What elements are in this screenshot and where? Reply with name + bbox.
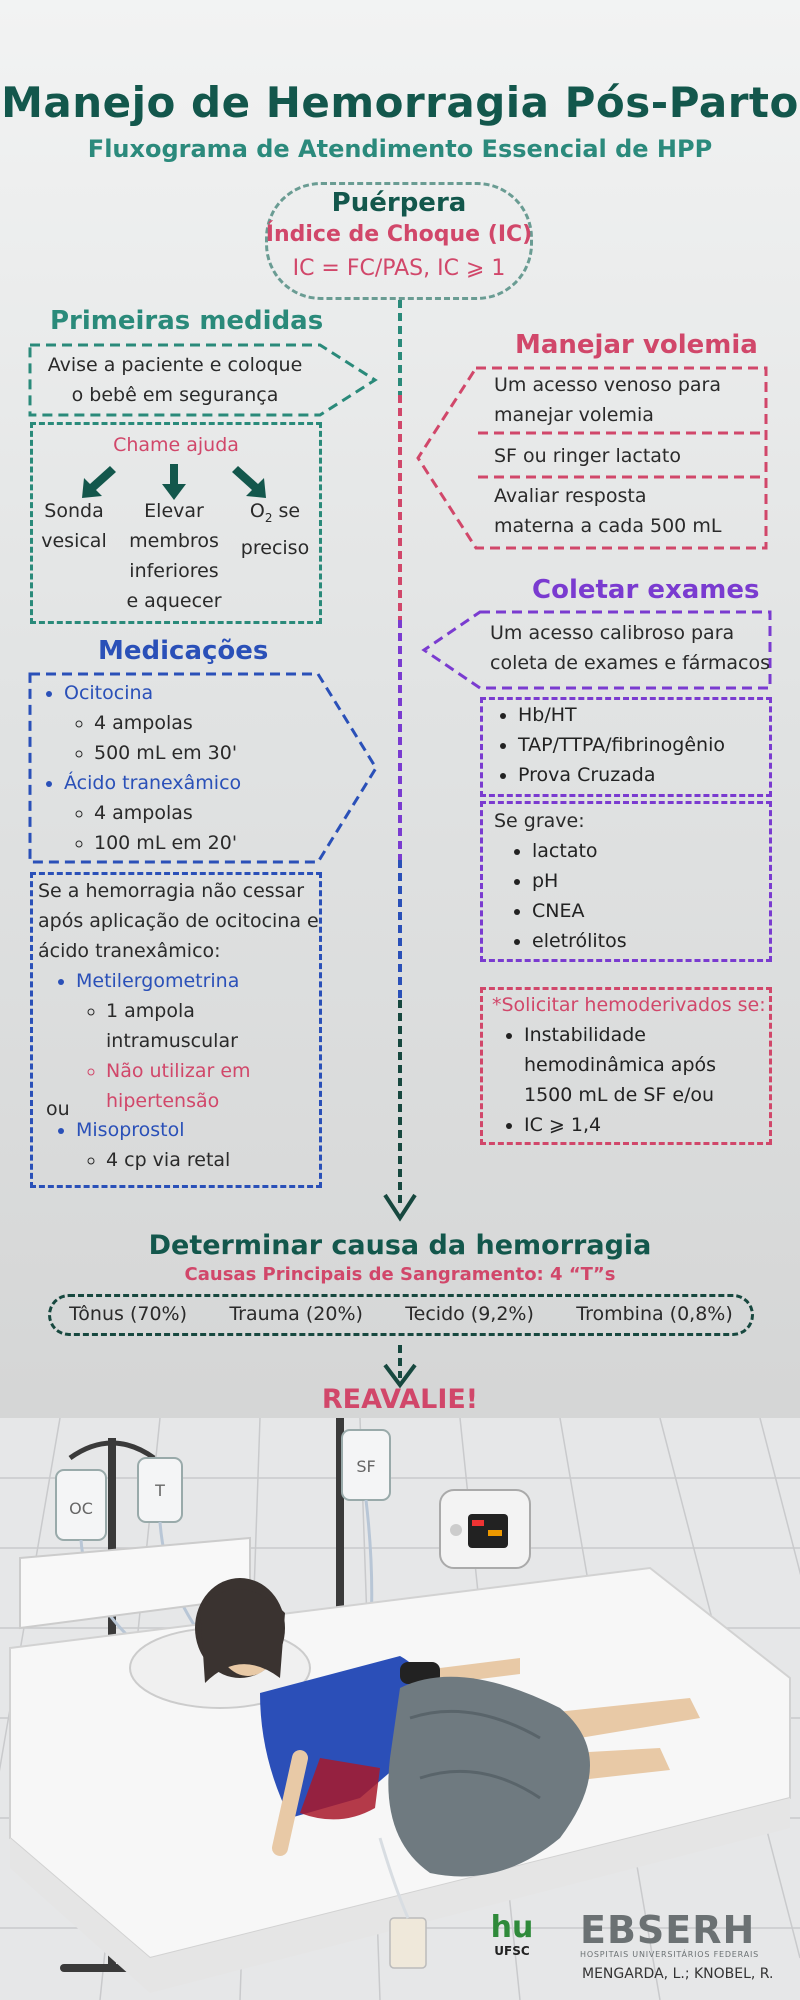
elevar-line1: Elevar bbox=[144, 500, 204, 522]
primeiras-heading: Primeiras medidas bbox=[50, 306, 324, 336]
drug-ocitocina: • Ocitocina ◦ 4 ampolas ◦ 500 mL em 30' bbox=[64, 678, 328, 768]
intro-line3: ácido tranexâmico: bbox=[38, 940, 221, 962]
exame-prova-cruzada: • Prova Cruzada bbox=[518, 760, 762, 790]
iv-bag-t bbox=[138, 1458, 182, 1522]
causa-trauma: Trauma (20%) bbox=[229, 1303, 363, 1325]
top-node-line2: IC = FC/PAS, IC ⩾ 1 bbox=[292, 256, 506, 281]
ebserh-logo-sub: HOSPITAIS UNIVERSITÁRIOS FEDERAIS bbox=[580, 1950, 760, 1959]
causas-row bbox=[48, 1297, 754, 1331]
exame-lactato: • lactato bbox=[532, 836, 756, 866]
volemia-heading: Manejar volemia bbox=[515, 330, 758, 360]
metilergometrina-list bbox=[50, 966, 320, 1116]
hemoderivados-title: *Solicitar hemoderivados se: bbox=[492, 994, 766, 1016]
causa-heading: Determinar causa da hemorragia bbox=[148, 1230, 652, 1261]
ocitocina-dose: ◦ 4 ampolas bbox=[94, 708, 328, 738]
exame-hb-ht: • Hb/HT bbox=[518, 700, 762, 730]
sonda-line1: Sonda bbox=[44, 500, 104, 522]
misoprostol-dose: ◦ 4 cp via retal bbox=[106, 1145, 320, 1175]
hu-ufsc-logo bbox=[482, 1912, 542, 1958]
ocitocina-infusao: ◦ 500 mL em 30' bbox=[94, 738, 328, 768]
primeiras-box1-line2: o bebê em segurança bbox=[71, 384, 279, 406]
reavalie-label: REAVALIE! bbox=[321, 1384, 479, 1415]
page-title: Manejo de Hemorragia Pós-Parto bbox=[1, 78, 799, 127]
iv-bag-sf bbox=[342, 1430, 390, 1500]
intro-line2: após aplicação de ocitocina e bbox=[38, 910, 319, 932]
tranexamico-dose: ◦ 4 ampolas bbox=[94, 798, 328, 828]
chame-ajuda: Chame ajuda bbox=[113, 434, 239, 456]
hemoderivados-list bbox=[498, 1020, 768, 1140]
hemoderivados-item1: • Instabilidade hemodinâmica após 1500 mL de SF e/ou bbox=[524, 1020, 768, 1110]
ou-label: ou bbox=[46, 1098, 70, 1120]
exame-ph: • pH bbox=[532, 866, 756, 896]
oxigenio-line1: $O_2$ se bbox=[249, 500, 301, 525]
sonda-line2: vesical bbox=[41, 530, 107, 552]
causa-trombina: Trombina (0,8%) bbox=[576, 1303, 733, 1325]
exames-list1 bbox=[492, 700, 762, 790]
causa-tecido: Tecido (9,2%) bbox=[405, 1303, 534, 1325]
volemia-item1-line1: Um acesso venoso para bbox=[494, 374, 722, 396]
volemia-item3-line1: Avaliar resposta bbox=[494, 485, 647, 507]
primeiras-box1-line1: Avise a paciente e coloque bbox=[47, 354, 303, 376]
drug-acido-tranexamico: • Ácido tranexâmico ◦ 4 ampolas ◦ 100 mL em 20' bbox=[64, 768, 328, 858]
metilergometrina-aviso: ◦ Não utilizar em hipertensão bbox=[106, 1056, 320, 1116]
exames-list2 bbox=[506, 836, 756, 956]
svg-text:OC: OC bbox=[69, 1499, 93, 1518]
hu-logo-text: hu bbox=[490, 1910, 534, 1945]
exames-box1 bbox=[490, 618, 770, 678]
drug-misoprostol: • Misoprostol ◦ 4 cp via retal bbox=[76, 1115, 320, 1175]
exame-cnea: • CNEA bbox=[532, 896, 756, 926]
exames-heading: Coletar exames bbox=[532, 575, 760, 605]
medicacoes-heading: Medicações bbox=[98, 636, 269, 666]
vital-monitor bbox=[440, 1490, 530, 1568]
svg-text:T: T bbox=[155, 1481, 165, 1500]
exame-eletrolitos: • eletrólitos bbox=[532, 926, 756, 956]
elevar-line4: e aquecer bbox=[126, 590, 222, 612]
tranexamico-infusao: ◦ 100 mL em 20' bbox=[94, 828, 328, 858]
svg-text:SF: SF bbox=[356, 1457, 376, 1476]
oxigenio-line2: preciso bbox=[240, 536, 310, 559]
page-subtitle: Fluxograma de Atendimento Essencial de HPP bbox=[87, 135, 713, 163]
exame-coagulacao: • TAP/TTPA/fibrinogênio bbox=[518, 730, 762, 760]
ebserh-logo bbox=[580, 1910, 759, 1959]
volemia-item3-line2: materna a cada 500 mL bbox=[494, 515, 722, 537]
exames-box1-line2: coleta de exames e fármacos bbox=[490, 652, 770, 674]
volemia-item2: SF ou ringer lactato bbox=[494, 445, 682, 467]
misoprostol-list bbox=[50, 1115, 320, 1175]
top-node-line1: Índice de Choque (IC) bbox=[265, 222, 533, 247]
exames-box1-line1: Um acesso calibroso para bbox=[490, 622, 735, 644]
volemia-item1-line2: manejar volemia bbox=[494, 404, 654, 426]
iv-bag-oc bbox=[56, 1470, 106, 1540]
se-grave-label: Se grave: bbox=[494, 810, 585, 832]
causa-sub: Causas Principais de Sangramento: 4 “T”s bbox=[184, 1264, 616, 1285]
drug-metilergometrina: • Metilergometrina ◦ 1 ampola intramuscular ◦ Não utilizar em hipertensão bbox=[76, 966, 320, 1116]
exames-box1-shape bbox=[0, 0, 800, 700]
authors: MENGARDA, L.; KNOBEL, R. bbox=[582, 1966, 774, 1982]
se-hemorragia-intro bbox=[38, 876, 328, 966]
metilergometrina-dose: ◦ 1 ampola intramuscular bbox=[106, 996, 320, 1056]
hemoderivados-item2: • IC ⩾ 1,4 bbox=[524, 1110, 768, 1140]
elevar-line3: inferiores bbox=[129, 560, 219, 582]
causa-tonus: Tônus (70%) bbox=[69, 1303, 187, 1325]
elevar-line2: membros bbox=[129, 530, 219, 552]
medicacoes-list bbox=[38, 678, 328, 858]
ufsc-logo-text: UFSC bbox=[494, 1944, 530, 1958]
intro-line1: Se a hemorragia não cessar bbox=[38, 880, 305, 902]
ebserh-logo-text: EBSERH bbox=[580, 1908, 756, 1952]
top-node-title: Puérpera bbox=[331, 188, 467, 218]
